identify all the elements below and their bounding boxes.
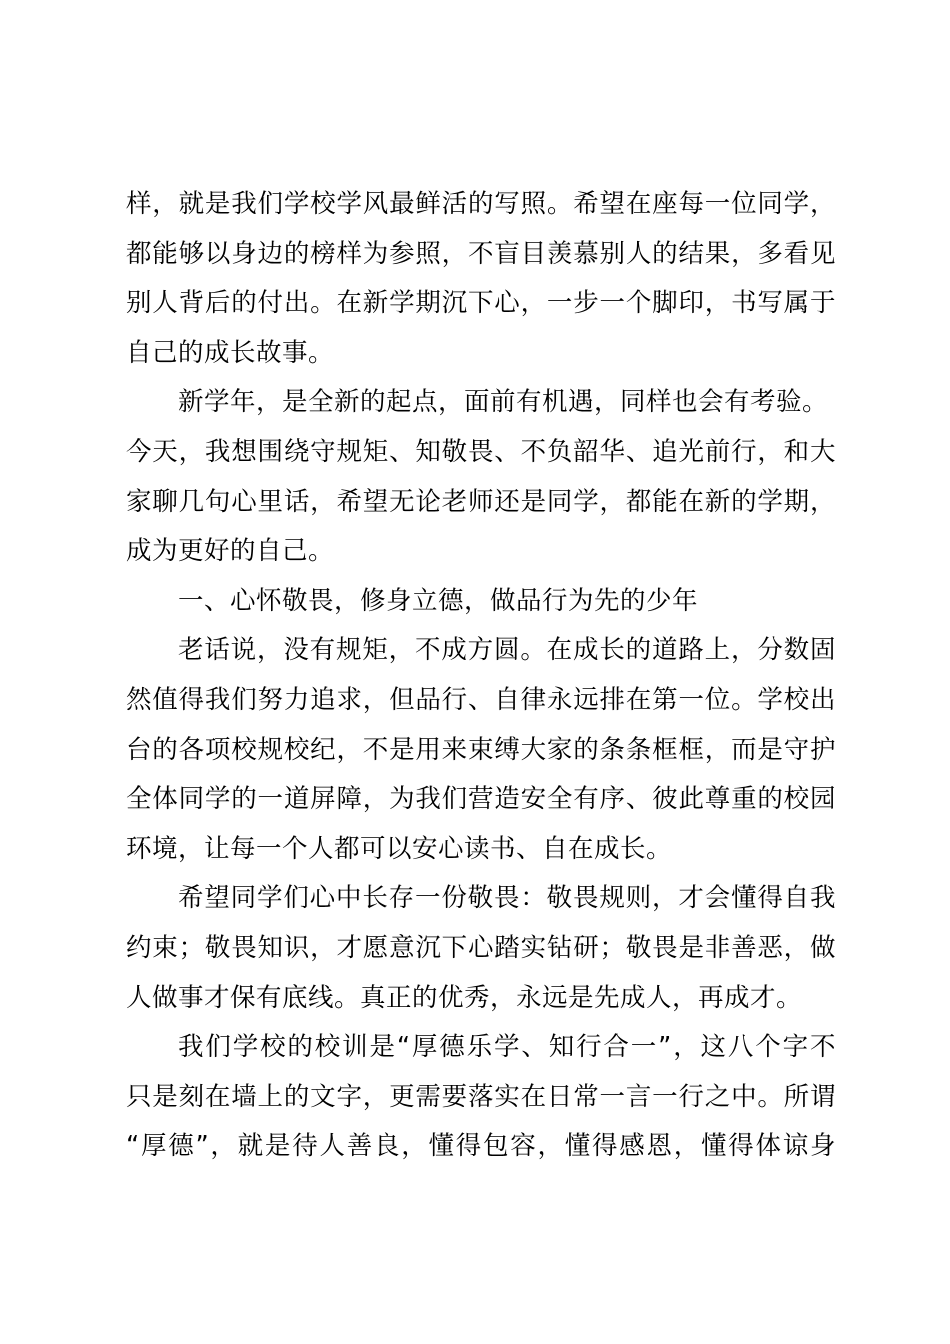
text-line: 今天，我想围绕守规矩、知敬畏、不负韶华、追光前行，和大 [126,436,836,467]
paragraph-first-line: 希望同学们心中长存一份敬畏：敬畏规则，才会懂得自我 [178,883,836,914]
document-body [126,180,836,1172]
paragraph-first-line: 新学年，是全新的起点，面前有机遇，同样也会有考验。 [178,387,829,418]
text-line: 只是刻在墙上的文字，更需要落实在日常一言一行之中。所谓 [126,1081,836,1112]
text-line: 家聊几句心里话，希望无论老师还是同学，都能在新的学期， [126,486,836,517]
section-heading: 一、心怀敬畏，修身立德，做品行为先的少年 [178,585,699,616]
text-line: 人做事才保有底线。真正的优秀，永远是先成人，再成才。 [126,982,803,1013]
paragraph-first-line: 我们学校的校训是“厚德乐学、知行合一”，这八个字不 [178,1032,836,1063]
text-line: 自己的成长故事。 [126,337,335,368]
text-line: 都能够以身边的榜样为参照，不盲目羡慕别人的结果，多看见 [126,238,836,269]
text-line: 成为更好的自己。 [126,536,335,567]
text-line: 全体同学的一道屏障，为我们营造安全有序、彼此尊重的校园 [126,784,836,815]
text-line: 样，就是我们学校学风最鲜活的写照。希望在座每一位同学， [126,189,836,219]
text-line: 环境，让每一个人都可以安心读书、自在成长。 [126,833,673,864]
text-line: 然值得我们努力追求，但品行、自律永远排在第一位。学校出 [126,684,836,715]
text-line: 台的各项校规校纪，不是用来束缚大家的条条框框，而是守护 [126,734,836,765]
text-line: 约束；敬畏知识，才愿意沉下心踏实钻研；敬畏是非善恶，做 [126,932,836,963]
paragraph-first-line: 老话说，没有规矩，不成方圆。在成长的道路上，分数固 [178,635,836,666]
text-line: “厚德”，就是待人善良，懂得包容，懂得感恩，懂得体谅身 [126,1131,836,1162]
text-line: 别人背后的付出。在新学期沉下心，一步一个脚印，书写属于 [126,288,836,319]
